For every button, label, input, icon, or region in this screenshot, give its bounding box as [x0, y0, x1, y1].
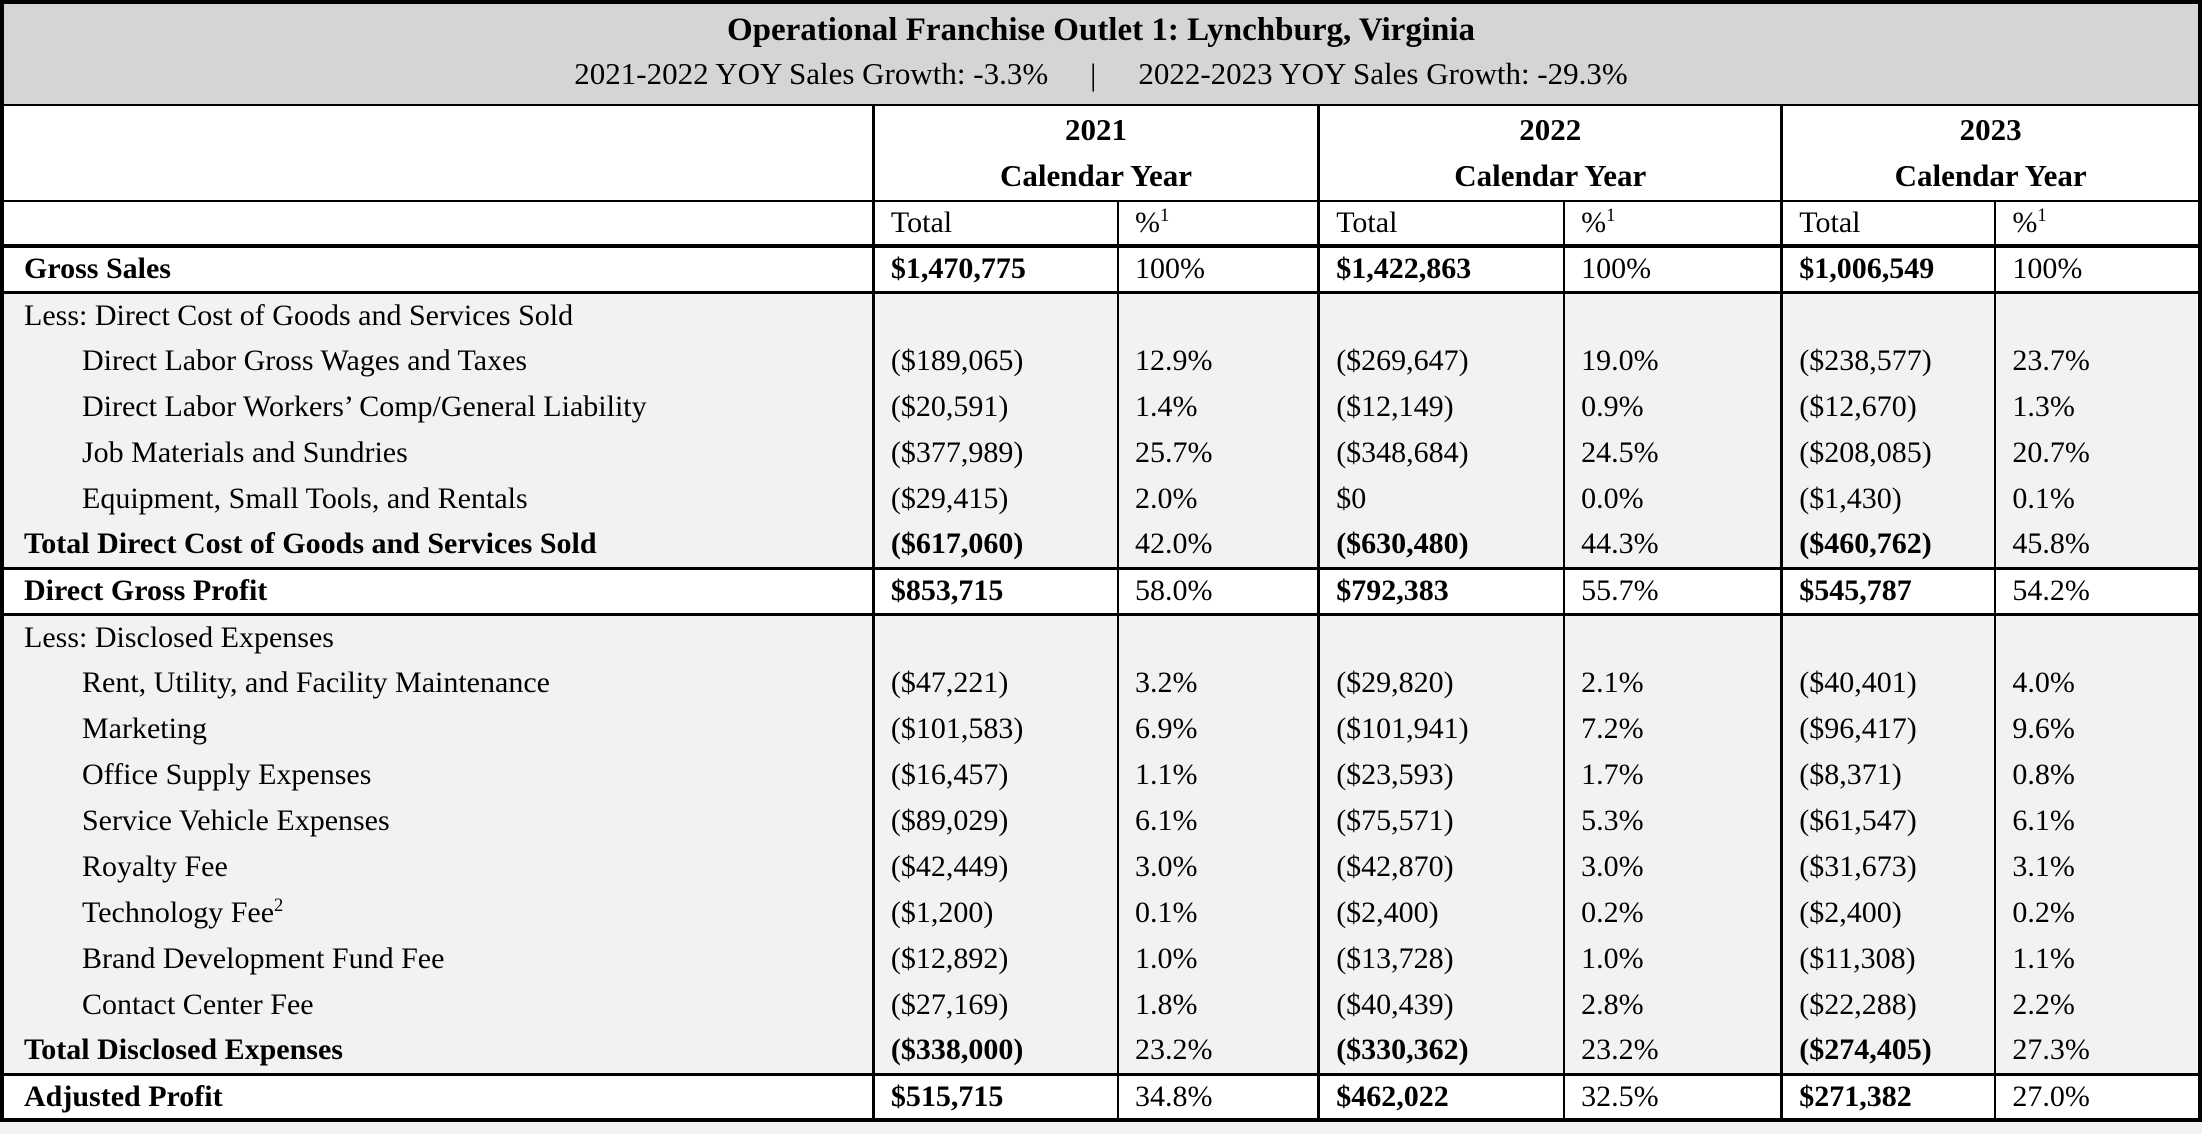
value-cell-percent: 27.3%	[1995, 1028, 2200, 1074]
row-label: Service Vehicle Expenses	[82, 804, 390, 837]
value-cell-total: ($20,591)	[873, 384, 1118, 430]
value-cell-total: ($617,060)	[873, 522, 1118, 568]
value-cell-percent: 1.1%	[1995, 936, 2200, 982]
table-row	[2, 890, 2200, 936]
value-cell-total: ($274,405)	[1782, 1028, 1996, 1074]
table-row	[2, 1028, 2200, 1074]
row-label: Direct Gross Profit	[24, 574, 268, 607]
value-cell-total: ($377,989)	[873, 430, 1118, 476]
table-row	[2, 292, 2200, 338]
value-cell-percent: 9.6%	[1995, 706, 2200, 752]
value-cell-percent: 4.0%	[1995, 660, 2200, 706]
column-header-2023: 2023 Calendar Year	[1782, 105, 2200, 201]
value-cell-total: ($40,439)	[1319, 982, 1564, 1028]
subtitle-separator: |	[1090, 57, 1097, 92]
row-label: Direct Labor Gross Wages and Taxes	[82, 344, 528, 377]
value-cell-percent	[1564, 292, 1782, 338]
value-cell-total: $792,383	[1319, 568, 1564, 614]
value-cell-percent: 1.0%	[1564, 936, 1782, 982]
row-label-cell	[2, 522, 873, 568]
value-cell-total: ($23,593)	[1319, 752, 1564, 798]
row-label-cell	[2, 752, 873, 798]
value-cell-percent: 12.9%	[1118, 338, 1319, 384]
row-label: Marketing	[82, 712, 207, 745]
row-label: Brand Development Fund Fee	[82, 942, 445, 975]
value-cell-percent: 24.5%	[1564, 430, 1782, 476]
row-label: Rent, Utility, and Facility Maintenance	[82, 666, 550, 699]
value-cell-percent: 3.1%	[1995, 844, 2200, 890]
value-cell-total: ($96,417)	[1782, 706, 1996, 752]
value-cell-total	[1782, 614, 1996, 660]
table-row	[2, 476, 2200, 522]
value-cell-percent: 45.8%	[1995, 522, 2200, 568]
row-label-cell	[2, 246, 873, 292]
value-cell-percent: 3.0%	[1564, 844, 1782, 890]
value-cell-percent: 58.0%	[1118, 568, 1319, 614]
row-label-cell	[2, 476, 873, 522]
value-cell-total: $0	[1319, 476, 1564, 522]
value-cell-total: ($27,169)	[873, 982, 1118, 1028]
pct-footnote-marker: 1	[1606, 205, 1616, 226]
value-cell-total: $1,422,863	[1319, 246, 1564, 292]
value-cell-percent	[1118, 614, 1319, 660]
value-cell-total: ($2,400)	[1782, 890, 1996, 936]
value-cell-total: ($47,221)	[873, 660, 1118, 706]
row-label: Royalty Fee	[82, 850, 228, 883]
value-cell-total: ($29,820)	[1319, 660, 1564, 706]
column-header-2022: 2022 Calendar Year	[1319, 105, 1782, 201]
row-label: Less: Disclosed Expenses	[24, 620, 334, 654]
value-cell-percent: 23.2%	[1564, 1028, 1782, 1074]
table-row	[2, 1074, 2200, 1120]
row-label: Job Materials and Sundries	[82, 436, 408, 469]
yoy-growth-2022-2023: 2022-2023 YOY Sales Growth: -29.3%	[1138, 56, 1628, 91]
value-cell-percent: 0.1%	[1118, 890, 1319, 936]
table-row	[2, 522, 2200, 568]
value-cell-percent: 55.7%	[1564, 568, 1782, 614]
subheader-empty	[2, 201, 873, 246]
row-label: Total Direct Cost of Goods and Services Sold	[24, 527, 597, 561]
value-cell-percent	[1564, 614, 1782, 660]
value-cell-percent: 100%	[1995, 246, 2200, 292]
value-cell-total: $462,022	[1319, 1074, 1564, 1120]
value-cell-total: ($12,892)	[873, 936, 1118, 982]
value-cell-percent: 1.3%	[1995, 384, 2200, 430]
value-cell-percent: 0.8%	[1995, 752, 2200, 798]
value-cell-percent: 7.2%	[1564, 706, 1782, 752]
value-cell-total: ($16,457)	[873, 752, 1118, 798]
pct-footnote-marker: 1	[2037, 205, 2047, 226]
row-label: Gross Sales	[24, 252, 171, 286]
row-label: Contact Center Fee	[82, 988, 314, 1021]
value-cell-percent: 20.7%	[1995, 430, 2200, 476]
value-cell-total	[873, 292, 1118, 338]
table-row	[2, 982, 2200, 1028]
row-label-cell	[2, 798, 873, 844]
row-label-cell	[2, 1074, 873, 1120]
table-row	[2, 246, 2200, 292]
row-label: Office Supply Expenses	[82, 758, 372, 791]
row-label-cell	[2, 660, 873, 706]
value-cell-total: ($2,400)	[1319, 890, 1564, 936]
value-cell-total: ($330,362)	[1319, 1028, 1564, 1074]
value-cell-percent: 1.1%	[1118, 752, 1319, 798]
row-label-cell	[2, 568, 873, 614]
value-cell-percent: 25.7%	[1118, 430, 1319, 476]
table-title-block	[2, 2, 2200, 105]
pct-footnote-marker: 1	[1160, 205, 1170, 226]
value-cell-percent: 2.8%	[1564, 982, 1782, 1028]
row-label-cell	[2, 430, 873, 476]
row-label-cell	[2, 982, 873, 1028]
value-cell-percent: 0.2%	[1995, 890, 2200, 936]
row-label-cell	[2, 890, 873, 936]
value-cell-percent: 19.0%	[1564, 338, 1782, 384]
yoy-growth-subtitle	[4, 52, 2198, 96]
value-cell-total: ($101,941)	[1319, 706, 1564, 752]
value-cell-total: ($12,670)	[1782, 384, 1996, 430]
value-cell-total: ($89,029)	[873, 798, 1118, 844]
table-row	[2, 430, 2200, 476]
subheader-row	[2, 201, 2200, 246]
table-row	[2, 844, 2200, 890]
value-cell-percent: 1.8%	[1118, 982, 1319, 1028]
value-cell-percent: 6.1%	[1118, 798, 1319, 844]
value-cell-percent: 100%	[1564, 246, 1782, 292]
title-row	[2, 2, 2200, 105]
value-cell-total: ($208,085)	[1782, 430, 1996, 476]
value-cell-total: ($8,371)	[1782, 752, 1996, 798]
yoy-growth-2021-2022: 2021-2022 YOY Sales Growth: -3.3%	[574, 56, 1049, 91]
value-cell-total: ($12,149)	[1319, 384, 1564, 430]
value-cell-percent: 3.0%	[1118, 844, 1319, 890]
value-cell-total: $545,787	[1782, 568, 1996, 614]
value-cell-percent: 100%	[1118, 246, 1319, 292]
value-cell-percent: 0.0%	[1564, 476, 1782, 522]
value-cell-percent: 3.2%	[1118, 660, 1319, 706]
value-cell-percent: 27.0%	[1995, 1074, 2200, 1120]
row-label: Total Disclosed Expenses	[24, 1033, 343, 1067]
label-column-header-empty	[2, 105, 873, 201]
value-cell-percent: 0.1%	[1995, 476, 2200, 522]
row-label: Direct Labor Workers’ Comp/General Liability	[82, 390, 647, 423]
value-cell-total: ($75,571)	[1319, 798, 1564, 844]
value-cell-total: ($42,449)	[873, 844, 1118, 890]
value-cell-total: ($630,480)	[1319, 522, 1564, 568]
value-cell-total: $271,382	[1782, 1074, 1996, 1120]
value-cell-percent: 54.2%	[1995, 568, 2200, 614]
value-cell-percent: 2.2%	[1995, 982, 2200, 1028]
value-cell-total: ($13,728)	[1319, 936, 1564, 982]
value-cell-total: $853,715	[873, 568, 1118, 614]
value-cell-total: ($22,288)	[1782, 982, 1996, 1028]
value-cell-total: ($238,577)	[1782, 338, 1996, 384]
value-cell-total: ($460,762)	[1782, 522, 1996, 568]
value-cell-percent: 0.2%	[1564, 890, 1782, 936]
value-cell-percent: 0.9%	[1564, 384, 1782, 430]
value-cell-percent: 5.3%	[1564, 798, 1782, 844]
value-cell-percent: 6.9%	[1118, 706, 1319, 752]
subheader-pct-2022: %$^1$	[1564, 201, 1782, 246]
table-row	[2, 660, 2200, 706]
value-cell-total: ($189,065)	[873, 338, 1118, 384]
row-label-cell	[2, 936, 873, 982]
value-cell-percent: 34.8%	[1118, 1074, 1319, 1120]
value-cell-percent: 1.7%	[1564, 752, 1782, 798]
table-row	[2, 752, 2200, 798]
value-cell-total: ($29,415)	[873, 476, 1118, 522]
value-cell-percent	[1995, 292, 2200, 338]
value-cell-percent: 42.0%	[1118, 522, 1319, 568]
row-label: Less: Direct Cost of Goods and Services Sold	[24, 298, 574, 332]
value-cell-percent	[1995, 614, 2200, 660]
year-header-row	[2, 105, 2200, 201]
row-label-cell	[2, 614, 873, 660]
value-cell-total: ($1,200)	[873, 890, 1118, 936]
label-footnote-marker: 2	[274, 895, 284, 916]
row-label-cell	[2, 338, 873, 384]
value-cell-total: ($101,583)	[873, 706, 1118, 752]
value-cell-percent: 6.1%	[1995, 798, 2200, 844]
page-title: Operational Franchise Outlet 1: Lynchburg, Virginia	[726, 12, 1476, 48]
value-cell-percent: 32.5%	[1564, 1074, 1782, 1120]
subheader-pct-2021: %$^1$	[1118, 201, 1319, 246]
column-header-2021: 2021 Calendar Year	[873, 105, 1318, 201]
value-cell-total: ($31,673)	[1782, 844, 1996, 890]
value-cell-percent	[1118, 292, 1319, 338]
value-cell-percent: 23.7%	[1995, 338, 2200, 384]
row-label-cell	[2, 706, 873, 752]
value-cell-total: $1,470,775	[873, 246, 1118, 292]
row-label: Adjusted Profit	[24, 1079, 223, 1113]
value-cell-percent: 23.2%	[1118, 1028, 1319, 1074]
table-row	[2, 568, 2200, 614]
value-cell-percent: 44.3%	[1564, 522, 1782, 568]
table-row	[2, 338, 2200, 384]
row-label-cell	[2, 844, 873, 890]
value-cell-total	[1319, 292, 1564, 338]
value-cell-total: ($338,000)	[873, 1028, 1118, 1074]
table-row	[2, 614, 2200, 660]
subheader-total-2023: Total	[1782, 201, 1996, 246]
table-row	[2, 936, 2200, 982]
value-cell-total: ($348,684)	[1319, 430, 1564, 476]
row-label-cell	[2, 1028, 873, 1074]
value-cell-total	[1782, 292, 1996, 338]
row-label: Technology Fee	[82, 896, 275, 929]
subheader-total-2022: Total	[1319, 201, 1564, 246]
value-cell-total	[873, 614, 1118, 660]
subheader-total-2021: Total	[873, 201, 1118, 246]
subheader-pct-2023: %$^1$	[1995, 201, 2200, 246]
value-cell-total: ($40,401)	[1782, 660, 1996, 706]
table-row	[2, 384, 2200, 430]
value-cell-percent: 1.0%	[1118, 936, 1319, 982]
value-cell-total: ($61,547)	[1782, 798, 1996, 844]
row-label-cell	[2, 292, 873, 338]
value-cell-percent: 2.0%	[1118, 476, 1319, 522]
value-cell-total: $515,715	[873, 1074, 1118, 1120]
value-cell-total: $1,006,549	[1782, 246, 1996, 292]
table-row	[2, 798, 2200, 844]
row-label: Equipment, Small Tools, and Rentals	[82, 482, 528, 515]
value-cell-total: ($42,870)	[1319, 844, 1564, 890]
row-label-cell	[2, 384, 873, 430]
value-cell-total: ($11,308)	[1782, 936, 1996, 982]
value-cell-total	[1319, 614, 1564, 660]
value-cell-total: ($1,430)	[1782, 476, 1996, 522]
value-cell-percent: 1.4%	[1118, 384, 1319, 430]
value-cell-total: ($269,647)	[1319, 338, 1564, 384]
table-row	[2, 706, 2200, 752]
value-cell-percent: 2.1%	[1564, 660, 1782, 706]
